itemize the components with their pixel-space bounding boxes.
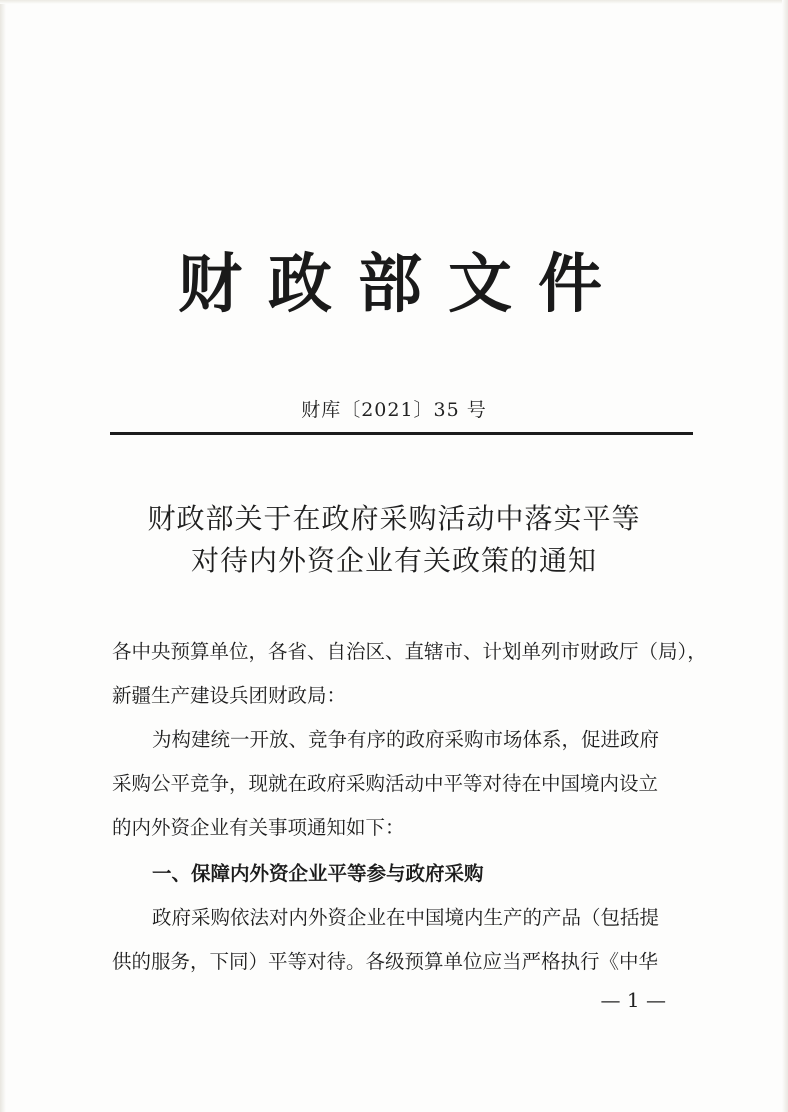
paragraph-1-line-3: 的内外资企业有关事项通知如下： bbox=[112, 816, 405, 839]
salutation-line-2: 新疆生产建设兵团财政局： bbox=[112, 684, 347, 707]
scan-edge-top bbox=[0, 0, 788, 4]
document-title bbox=[0, 498, 788, 582]
header-divider bbox=[110, 432, 693, 435]
page-number: — 1 — bbox=[600, 988, 666, 1012]
document-number: 财库〔2021〕35 号 bbox=[301, 399, 487, 421]
paragraph-1-line-1: 为构建统一开放、竞争有序的政府采购市场体系，促进政府 bbox=[152, 728, 660, 751]
section-1-heading: 一、保障内外资企业平等参与政府采购 bbox=[152, 862, 484, 885]
paragraph-1-line-2: 采购公平竞争，现就在政府采购活动中平等对待在中国境内设立 bbox=[112, 772, 659, 795]
issuer-header: 财政部文件 bbox=[178, 247, 628, 322]
salutation bbox=[112, 630, 707, 718]
paragraph-2 bbox=[112, 896, 694, 984]
paragraph-2-line-2: 供的服务，下同）平等对待。各级预算单位应当严格执行《中华 bbox=[112, 950, 659, 973]
salutation-line-1: 各中央预算单位，各省、自治区、直辖市、计划单列市财政厅（局）， bbox=[112, 640, 707, 663]
paragraph-2-line-1: 政府采购依法对内外资企业在中国境内生产的产品（包括提 bbox=[152, 906, 660, 929]
title-line-1: 财政部关于在政府采购活动中落实平等 bbox=[147, 502, 641, 535]
title-line-2: 对待内外资企业有关政策的通知 bbox=[190, 544, 597, 577]
paragraph-1 bbox=[112, 718, 694, 850]
